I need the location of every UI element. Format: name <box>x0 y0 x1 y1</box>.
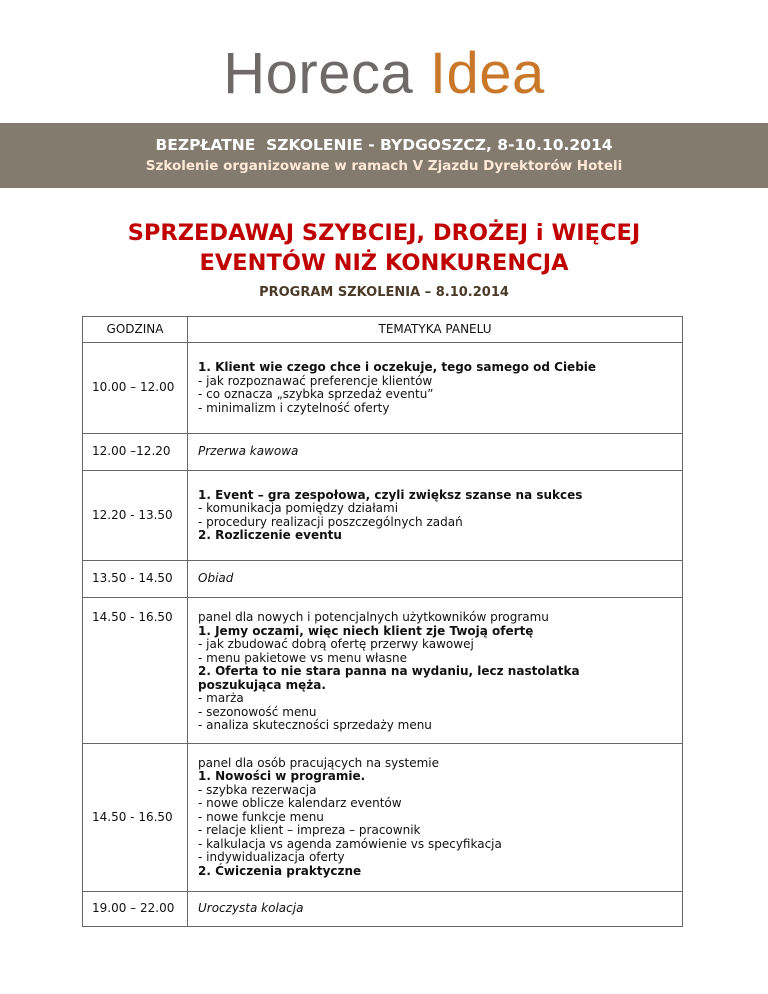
row-topic <box>188 744 683 892</box>
table-row <box>83 744 683 892</box>
logo-word-idea: Idea <box>429 41 545 106</box>
table-row <box>83 892 683 927</box>
banner-headline: BEZPŁATNE SZKOLENIE - BYDGOSZCZ, 8-10.10.2014 <box>155 136 613 154</box>
table-row <box>83 434 683 471</box>
topic-line: - marża <box>198 691 244 705</box>
event-banner <box>0 123 768 188</box>
topic-line: - nowe funkcje menu <box>198 809 324 824</box>
topic-line: - nowe oblicze kalendarz eventów <box>198 796 402 811</box>
topic-line: - indywidualizacja oferty <box>198 850 345 865</box>
row-time: 12.00 –12.20 <box>83 434 188 471</box>
title-line-1: SPRZEDAWAJ SZYBCIEJ, DROŻEJ i WIĘCEJ <box>127 220 641 246</box>
topic-line: - komunikacja pomiędzy działami <box>198 501 399 515</box>
table-row <box>83 598 683 744</box>
topic-line: - analiza skuteczności sprzedaży menu <box>198 718 432 732</box>
row-topic <box>188 598 683 744</box>
topic-line: - relacje klient – impreza – pracownik <box>198 823 421 838</box>
topic-line: - sezonowość menu <box>198 704 317 719</box>
topic-line: 2. Oferta to nie stara panna na wydaniu, lecz nastolatka <box>198 664 580 678</box>
document-title <box>0 218 768 278</box>
table-row <box>83 471 683 561</box>
row-time: 19.00 – 22.00 <box>83 892 188 927</box>
topic-line: panel dla nowych i potencjalnych użytkowników programu <box>198 610 549 624</box>
title-line-2: EVENTÓW NIŻ KONKURENCJA <box>199 250 569 276</box>
topic-line: - szybka rezerwacja <box>198 782 317 797</box>
row-topic <box>188 471 683 561</box>
topic-line: - minimalizm i czytelność oferty <box>198 400 390 415</box>
topic-line: - menu pakietowe vs menu własne <box>198 650 408 665</box>
logo-word-horeca: Horeca <box>223 41 414 106</box>
table-row <box>83 343 683 434</box>
table-row <box>83 561 683 598</box>
topic-line: panel dla osób pracujących na systemie <box>198 755 439 770</box>
row-topic: Przerwa kawowa <box>188 434 683 471</box>
topic-line: - procedury realizacji poszczególnych zadań <box>198 514 463 529</box>
topic-line: - kalkulacja vs agenda zamówienie vs specyfikacja <box>198 836 502 851</box>
topic-line: poszukująca męża. <box>198 677 326 692</box>
horeca-idea-logo <box>0 40 768 108</box>
row-topic: Uroczysta kolacja <box>188 892 683 927</box>
row-time: 13.50 - 14.50 <box>83 561 188 598</box>
row-time: 10.00 – 12.00 <box>83 343 188 434</box>
topic-line: 1. Event – gra zespołowa, czyli zwiększ szanse na sukces <box>198 487 583 502</box>
topic-line: 1. Nowości w programie. <box>198 769 366 784</box>
table-header-row <box>83 317 683 343</box>
topic-line: - jak zbudować dobrą ofertę przerwy kawowej <box>198 637 474 651</box>
topic-line: 1. Jemy oczami, więc niech klient zje Twoją ofertę <box>198 623 534 638</box>
topic-line: - jak rozpoznawać preferencje klientów <box>198 373 433 388</box>
row-time: 14.50 - 16.50 <box>83 598 188 744</box>
program-table <box>82 316 683 927</box>
topic-line: 2. Rozliczenie eventu <box>198 528 342 542</box>
topic-line: 1. Klient wie czego chce i oczekuje, tego samego od Ciebie <box>198 360 597 374</box>
header-time: GODZINA <box>83 317 188 343</box>
row-time: 14.50 - 16.50 <box>83 744 188 892</box>
header-topic: TEMATYKA PANELU <box>188 317 683 343</box>
program-subtitle: PROGRAM SZKOLENIA – 8.10.2014 <box>259 285 509 300</box>
row-topic <box>188 343 683 434</box>
row-topic: Obiad <box>188 561 683 598</box>
topic-line: 2. Ćwiczenia praktyczne <box>198 863 362 878</box>
topic-line: - co oznacza „szybka sprzedaż eventu” <box>198 387 434 401</box>
row-time: 12.20 - 13.50 <box>83 471 188 561</box>
banner-subline: Szkolenie organizowane w ramach V Zjazdu Dyrektorów Hoteli <box>145 158 623 174</box>
